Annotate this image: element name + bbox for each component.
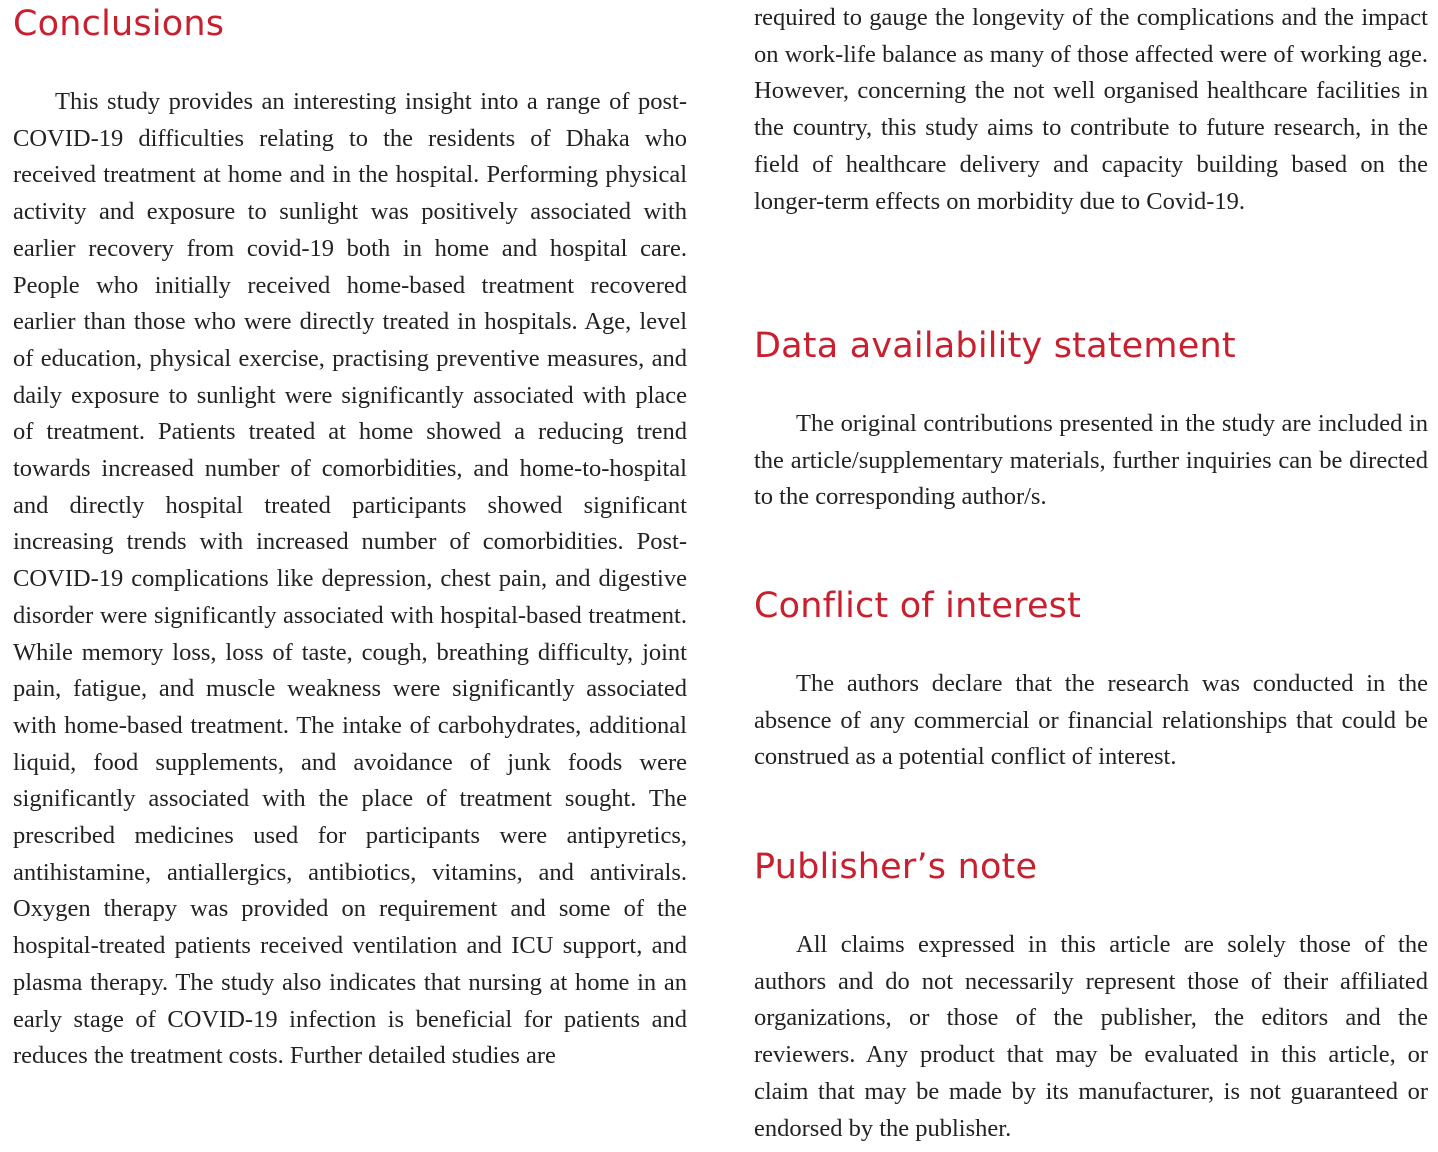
conflict-of-interest-heading: Conflict of interest xyxy=(754,586,1082,626)
publishers-note-heading: Publisher’s note xyxy=(754,847,1038,887)
publishers-note-paragraph: All claims expressed in this article are solely those of the authors and do not necessarily represent those of their affiliated organizations, or those of the publisher, the editors and the reviewers. Any product that may be evaluated in this article, or claim that may be made by its manufacturer, is not guaranteed or endorsed by the publisher. xyxy=(754,931,1428,1142)
data-availability-paragraph: The original contributions presented in the study are included in the article/supplementary materials, further inquiries can be directed to the corresponding author/s. xyxy=(754,410,1428,511)
conflict-of-interest-paragraph: The authors declare that the research was conducted in the absence of any commercial or financial relationships that could be construed as a potential conflict of interest. xyxy=(754,670,1428,771)
conclusions-continued-paragraph: required to gauge the longevity of the complications and the impact on work-life balance as many of those affected were of working age. However, concerning the not well organised healthcare facilities in the country, this study aims to contribute to future research, in the field of healthcare delivery and capacity building based on the longer-term effects on morbidity due to Covid-19. xyxy=(754,4,1428,215)
conclusions-paragraph: This study provides an interesting insight into a range of post-COVID-19 difficulties relating to the residents of Dhaka who received treatment at home and in the hospital. Performing physical activity and exposure to sunlight was positively associated with earlier recovery from covid-19 both in home and hospital care. People who initially received home-based treatment recovered earlier than those who were directly treated in hospitals. Age, level of education, physical exercise, practising preventive measures, and daily exposure to sunlight were significantly associated with place of treatment. Patients treated at home showed a reducing trend towards increased number of comorbidities, and home-to-hospital and directly hospital treated participants showed significant increasing trends with increased number of comorbidities. Post-COVID-19 complications like depression, chest pain, and digestive disorder were significantly associated with hospital-based treatment. While memory loss, loss of taste, cough, breathing difficulty, joint pain, fatigue, and muscle weakness were significantly associated with home-based treatment. The intake of carbohydrates, additional liquid, food supplements, and avoidance of junk foods were significantly associated with the place of treatment sought. The prescribed medicines used for participants were antipyretics, antihistamine, antiallergics, antibiotics, vitamins, and antivirals. Oxygen therapy was provided on requirement and some of the hospital-treated patients received ventilation and ICU support, and plasma therapy. The study also indicates that nursing at home in an early stage of COVID-19 infection is beneficial for patients and reduces the treatment costs. Further detailed studies are xyxy=(13,88,687,1070)
data-availability-heading: Data availability statement xyxy=(754,326,1236,366)
conclusions-heading: Conclusions xyxy=(13,4,225,44)
